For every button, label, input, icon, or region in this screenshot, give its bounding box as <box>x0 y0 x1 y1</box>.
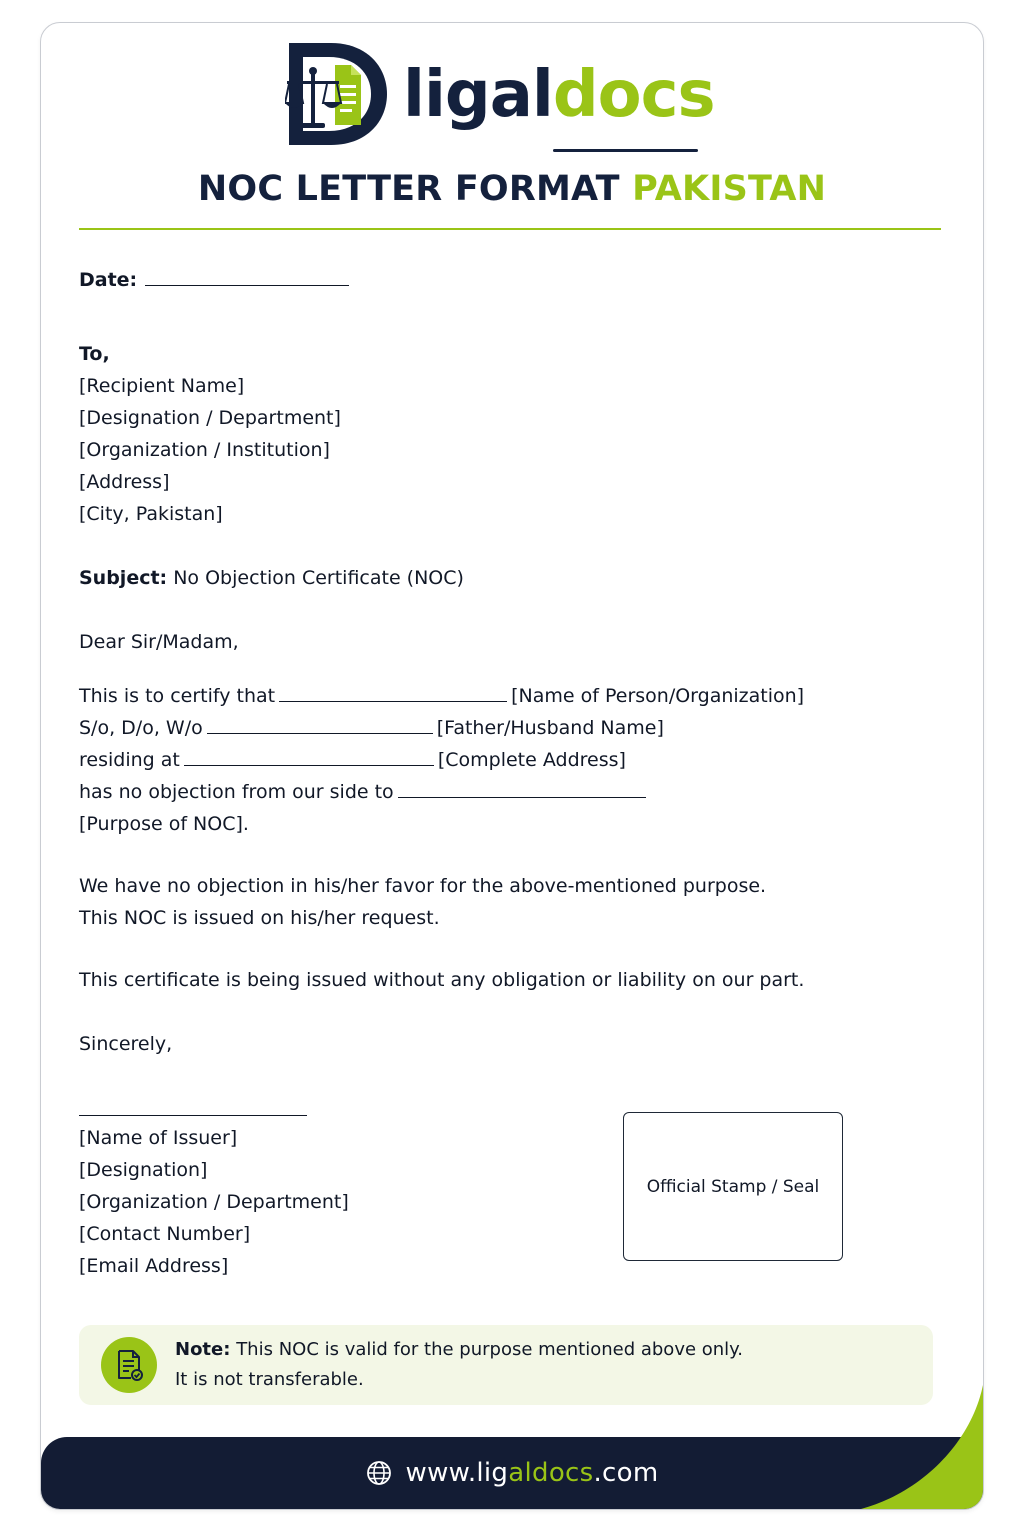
certify-l2-suffix: [Father/Husband Name] <box>436 717 664 739</box>
footer-website[interactable] <box>41 1437 983 1509</box>
father-name-blank <box>207 715 433 734</box>
signature-line-text: [Designation] <box>79 1159 208 1181</box>
logo-underline <box>553 149 698 152</box>
body-paragraph-1-line-2: This NOC is issued on his/her request. <box>79 907 440 929</box>
title-part1: NOC LETTER FORMAT <box>197 169 620 209</box>
date-line <box>79 264 353 296</box>
stamp-label: Official Stamp / Seal <box>646 1176 820 1197</box>
subject-line <box>79 562 464 594</box>
globe-icon <box>366 1460 392 1486</box>
title-part2: PAKISTAN <box>632 169 827 209</box>
certify-l4-prefix: has no objection from our side to <box>79 781 394 803</box>
certify-l2-prefix: S/o, D/o, W/o <box>79 717 203 739</box>
note-label: Note: <box>175 1339 231 1360</box>
footer-url-part2: al <box>508 1458 533 1488</box>
date-label: Date: <box>79 269 138 291</box>
subject-text: No Objection Certificate (NOC) <box>173 567 464 589</box>
logo-wordmark-part1: ligal <box>403 58 553 132</box>
signature-line-text: [Name of Issuer] <box>79 1127 238 1149</box>
page-title <box>41 169 983 209</box>
note-text <box>175 1335 743 1395</box>
note-box <box>79 1325 933 1405</box>
recipient-line: [Designation / Department] <box>79 407 341 429</box>
signature-line-text: [Contact Number] <box>79 1223 251 1245</box>
recipient-line: [Organization / Institution] <box>79 439 330 461</box>
note-line-2: It is not transferable. <box>175 1369 364 1390</box>
logo-wordmark <box>403 55 715 135</box>
subject-label: Subject: <box>79 567 168 589</box>
signature-line-text: [Email Address] <box>79 1255 229 1277</box>
document-card <box>40 22 984 1510</box>
certify-l1-prefix: This is to certify that <box>79 685 276 707</box>
certify-l3-suffix: [Complete Address] <box>437 749 626 771</box>
scales-of-justice-document-icon <box>285 41 389 147</box>
signature-line-text: [Organization / Department] <box>79 1191 349 1213</box>
brand-logo <box>285 41 725 151</box>
address-blank <box>184 747 434 766</box>
footer-url-part3: docs <box>532 1458 594 1488</box>
body-paragraph-2: This certificate is being issued without any obligation or liability on our part. <box>79 969 805 991</box>
document-check-icon <box>101 1337 157 1393</box>
certify-line-2 <box>79 712 664 744</box>
logo-wordmark-part2: docs <box>552 58 715 132</box>
certify-l1-suffix: [Name of Person/Organization] <box>511 685 805 707</box>
note-line-1: This NOC is valid for the purpose mentioned above only. <box>236 1339 743 1360</box>
recipient-line: [Address] <box>79 471 170 493</box>
purpose-blank <box>398 779 646 798</box>
recipient-line: [City, Pakistan] <box>79 503 223 525</box>
date-blank <box>145 267 349 286</box>
title-divider <box>79 228 941 230</box>
body-paragraph-1-line-1: We have no objection in his/her favor for the above-mentioned purpose. <box>79 875 767 897</box>
certify-line-4 <box>79 776 650 808</box>
name-blank <box>279 683 507 702</box>
footer-url-part4: .com <box>593 1458 659 1488</box>
salutation: Dear Sir/Madam, <box>79 631 239 653</box>
signature-line <box>79 1115 307 1116</box>
official-stamp-box <box>623 1112 843 1261</box>
certify-line-5: [Purpose of NOC]. <box>79 813 249 835</box>
certify-line-1 <box>79 680 804 712</box>
recipient-line: [Recipient Name] <box>79 375 245 397</box>
certify-line-3 <box>79 744 626 776</box>
certify-l3-prefix: residing at <box>79 749 180 771</box>
closing: Sincerely, <box>79 1033 173 1055</box>
recipient-to: To, <box>79 343 110 365</box>
footer-url-part1: www.lig <box>405 1458 509 1488</box>
